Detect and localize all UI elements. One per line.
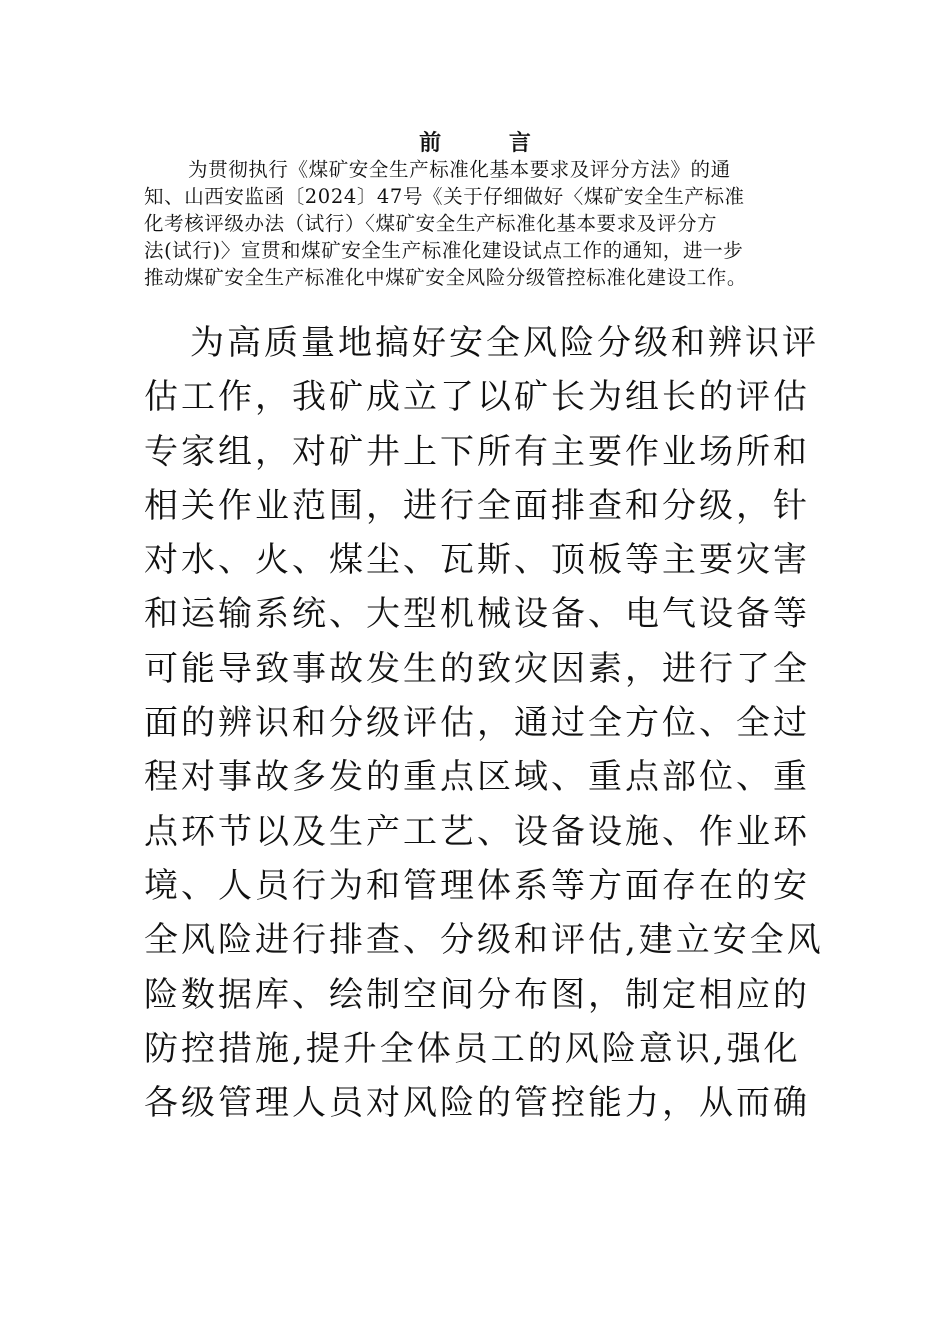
intro-line: 知、山西安监函〔2024〕47号《关于仔细做好〈煤矿安全生产标准	[144, 185, 745, 208]
body-line: 专家组，对矿井上下所有主要作业场所和	[144, 431, 810, 472]
body-line: 险数据库、绘制空间分布图，制定相应的	[144, 974, 810, 1015]
body-line: 可能导致事故发生的致灾因素，进行了全	[144, 648, 810, 689]
body-line: 点环节以及生产工艺、设备设施、作业环	[144, 811, 810, 852]
body-line: 估工作，我矿成立了以矿长为组长的评估	[144, 377, 810, 418]
body-line: 程对事故多发的重点区域、重点部位、重	[144, 757, 810, 798]
body-line: 各级管理人员对风险的管控能力，从而确	[144, 1083, 810, 1124]
intro-line: 化考核评级办法（试行）〈煤矿安全生产标准化基本要求及评分方	[144, 212, 718, 235]
body-line: 防控措施,提升全体员工的风险意识,强化	[144, 1028, 801, 1069]
body-paragraph	[144, 316, 824, 1130]
intro-paragraph	[144, 156, 814, 291]
body-line: 全风险进行排查、分级和评估,建立安全风	[144, 920, 824, 961]
body-line: 对水、火、煤尘、瓦斯、顶板等主要灾害	[144, 540, 810, 581]
intro-line: 为贯彻执行《煤矿安全生产标准化基本要求及评分方法》的通	[188, 158, 731, 181]
intro-line: 推动煤矿安全生产标准化中煤矿安全风险分级管控标准化建设工作。	[144, 266, 748, 289]
body-line: 为高质量地搞好安全风险分级和辨识评	[190, 323, 819, 363]
body-line: 和运输系统、大型机械设备、电气设备等	[144, 594, 810, 635]
body-line: 面的辨识和分级评估，通过全方位、全过	[144, 703, 810, 744]
body-line: 境、人员行为和管理体系等方面存在的安	[144, 865, 810, 906]
page-title: 前 言	[419, 130, 561, 156]
intro-line: 法(试行)〉宣贯和煤矿安全生产标准化建设试点工作的通知，进一步	[144, 239, 744, 262]
body-line: 相关作业范围，进行全面排查和分级，针	[144, 485, 810, 526]
